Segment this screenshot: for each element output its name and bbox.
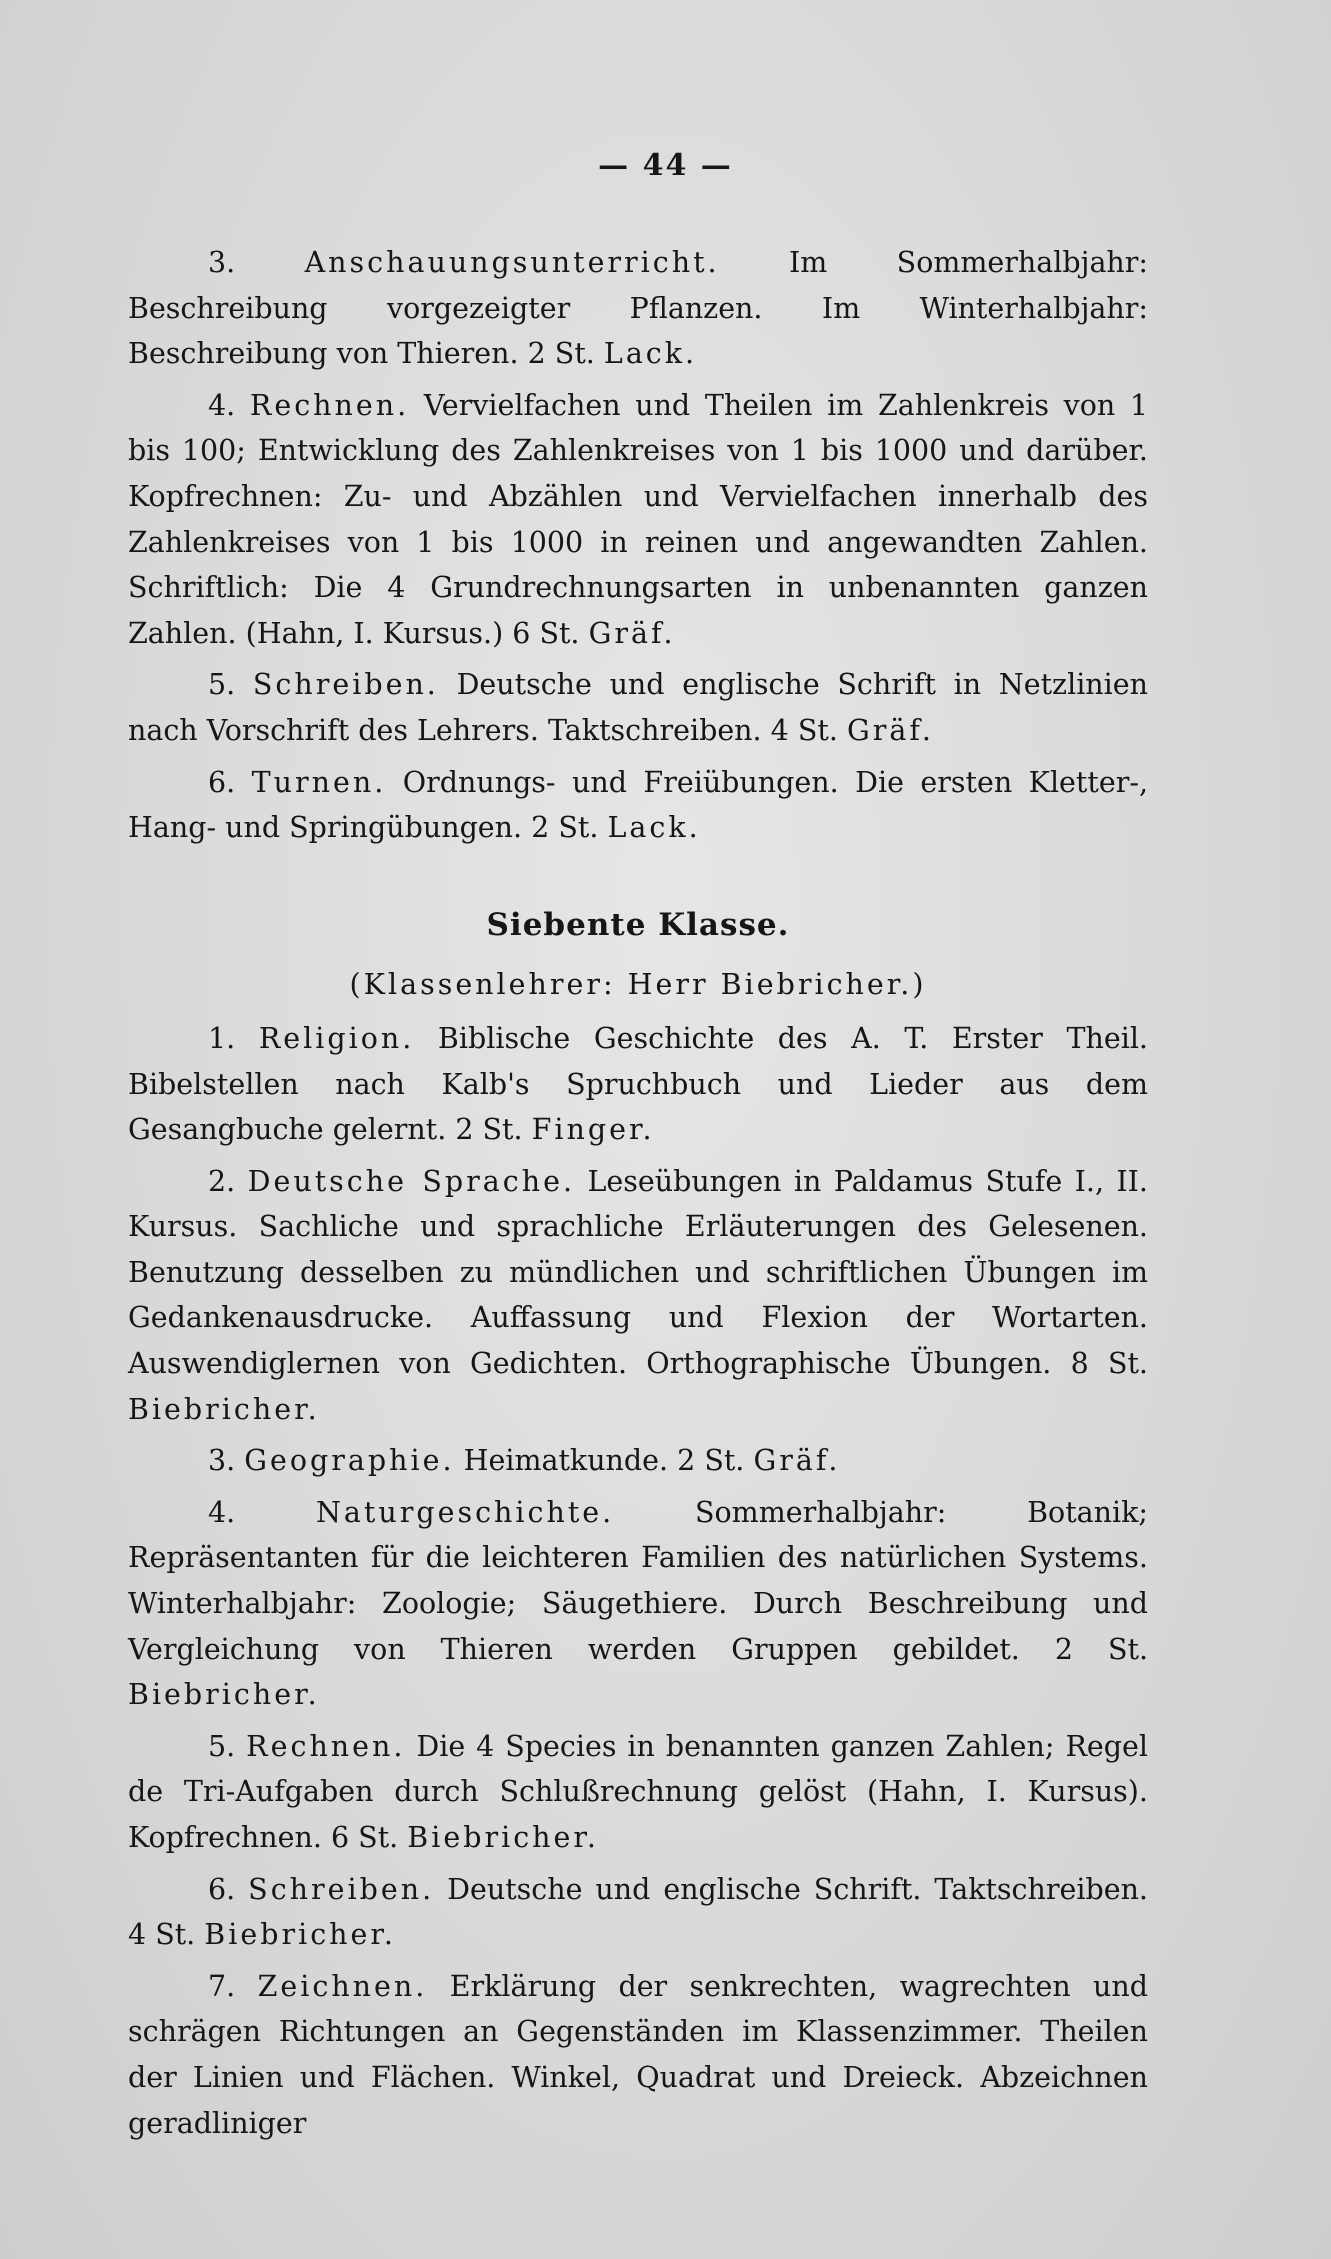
- teacher-name: Gräf.: [753, 1444, 841, 1478]
- item-number: 6.: [208, 765, 236, 799]
- paragraph-schreiben: [128, 662, 1148, 753]
- teacher-name: Lack.: [607, 811, 701, 845]
- paragraph-rechnen: [128, 383, 1148, 657]
- item-number: 7.: [208, 1969, 236, 2003]
- teacher-name: Gräf.: [588, 616, 676, 650]
- item-number: 2.: [208, 1164, 236, 1198]
- class-teacher-line: (Klassenlehrer: Herr Biebricher.): [349, 968, 927, 1002]
- teacher-name: Biebricher.: [128, 1392, 320, 1426]
- item-text: Heimatkunde. 2 St.: [463, 1444, 745, 1478]
- paragraph-schreiben-7: [128, 1867, 1148, 1958]
- paragraph-turnen: [128, 760, 1148, 851]
- subject-title: Deutsche Sprache.: [247, 1164, 576, 1198]
- paragraph-deutsche-sprache: [128, 1159, 1148, 1433]
- page-number: — 44 —: [598, 148, 733, 183]
- item-number: 5.: [208, 668, 236, 702]
- subject-title: Naturgeschichte.: [315, 1495, 615, 1529]
- item-text: Leseübungen in Paldamus Stufe I., II. Kursus. Sachliche und sprachliche Erläuterungen des Gelesenen. Benutzung desselben zu mündlichen und schriftlichen Übungen im Gedankenausdrucke. Auffassung und Flexion der Wortarten. Auswendiglernen von Gedichten. Orthographische Übungen. 8 St.: [128, 1164, 1148, 1381]
- paragraph-geographie: [128, 1438, 1148, 1484]
- paragraph-rechnen-7: [128, 1724, 1148, 1861]
- subject-title: Schreiben.: [248, 1872, 435, 1906]
- subject-title: Rechnen.: [249, 388, 410, 422]
- item-text: Deutsche und englische Schrift in Netzlinien nach Vorschrift des Lehrers. Taktschreiben. 4 St.: [128, 668, 1148, 747]
- item-text: Sommerhalbjahr: Botanik; Repräsentanten für die leichteren Familien des natürlichen Systems. Winterhalbjahr: Zoologie; Säugethiere. Durch Beschreibung und Vergleichung von Thieren werden Gruppen gebildet. 2 St.: [128, 1495, 1148, 1666]
- teacher-name: Lack.: [603, 337, 698, 371]
- item-number: 3.: [208, 246, 236, 279]
- paragraph-religion: [128, 1016, 1148, 1153]
- item-text: Ordnungs- und Freiübungen. Die ersten Kletter-, Hang- und Springübungen. 2 St.: [128, 765, 1149, 845]
- section-heading: Siebente Klasse.: [486, 906, 790, 943]
- body-text: [128, 240, 1148, 2152]
- item-number: 4.: [208, 388, 236, 422]
- subject-title: Religion.: [258, 1021, 415, 1055]
- subject-title: Rechnen.: [246, 1729, 406, 1763]
- item-number: 1.: [208, 1021, 236, 1055]
- item-text: Vervielfachen und Theilen im Zahlenkreis von 1 bis 100; Entwicklung des Zahlenkreises von 1 bis 1000 und darüber. Kopfrechnen: Zu- und Abzählen und Vervielfachen innerhalb des Zahlenkreises von 1 bis 1000 in reinen und angewandten Zahlen. Schriftlich: Die 4 Grundrechnungsarten in unbenannten ganzen Zahlen. (Hahn, I. Kursus.) 6 St.: [128, 388, 1149, 650]
- paragraph-naturgeschichte: [128, 1490, 1148, 1718]
- item-text: Die 4 Species in benannten ganzen Zahlen; Regel de Tri-Aufgaben durch Schlußrechnung gelöst (Hahn, I. Kursus). Kopfrechnen. 6 St.: [128, 1729, 1148, 1854]
- item-number: 3.: [208, 1444, 236, 1478]
- subject-title: Geographie.: [244, 1444, 455, 1478]
- item-number: 4.: [208, 1495, 236, 1529]
- item-text: Im Sommerhalbjahr: Beschreibung vorgezeigter Pflanzen. Im Winterhalbjahr: Beschreibung von Thieren. 2 St.: [128, 246, 1149, 371]
- teacher-name: Biebricher.: [407, 1821, 599, 1854]
- subject-title: Anschauungsunterricht.: [304, 246, 720, 279]
- subject-title: Zeichnen.: [257, 1969, 428, 2003]
- subject-title: Schreiben.: [252, 668, 439, 702]
- subject-title: Turnen.: [251, 765, 387, 799]
- paragraph-anschauungsunterricht: [128, 240, 1148, 377]
- teacher-name: Finger.: [531, 1113, 655, 1147]
- item-text: Erklärung der senkrechten, wagrechten und schrägen Richtungen an Gegenständen im Klassenzimmer. Theilen der Linien und Flächen. Winkel, Quadrat und Dreieck. Abzeichnen geradliniger: [128, 1969, 1149, 2140]
- paragraph-zeichnen: [128, 1964, 1148, 2146]
- item-number: 6.: [208, 1872, 236, 1906]
- item-text: Deutsche und englische Schrift. Taktschreiben. 4 St.: [128, 1872, 1148, 1952]
- item-number: 5.: [208, 1729, 236, 1763]
- teacher-name: Gräf.: [846, 713, 934, 747]
- teacher-name: Biebricher.: [204, 1918, 396, 1952]
- teacher-name: Biebricher.: [128, 1678, 320, 1712]
- item-text: Biblische Geschichte des A. T. Erster Theil. Bibelstellen nach Kalb's Spruchbuch und Lieder aus dem Gesangbuche gelernt. 2 St.: [128, 1021, 1148, 1147]
